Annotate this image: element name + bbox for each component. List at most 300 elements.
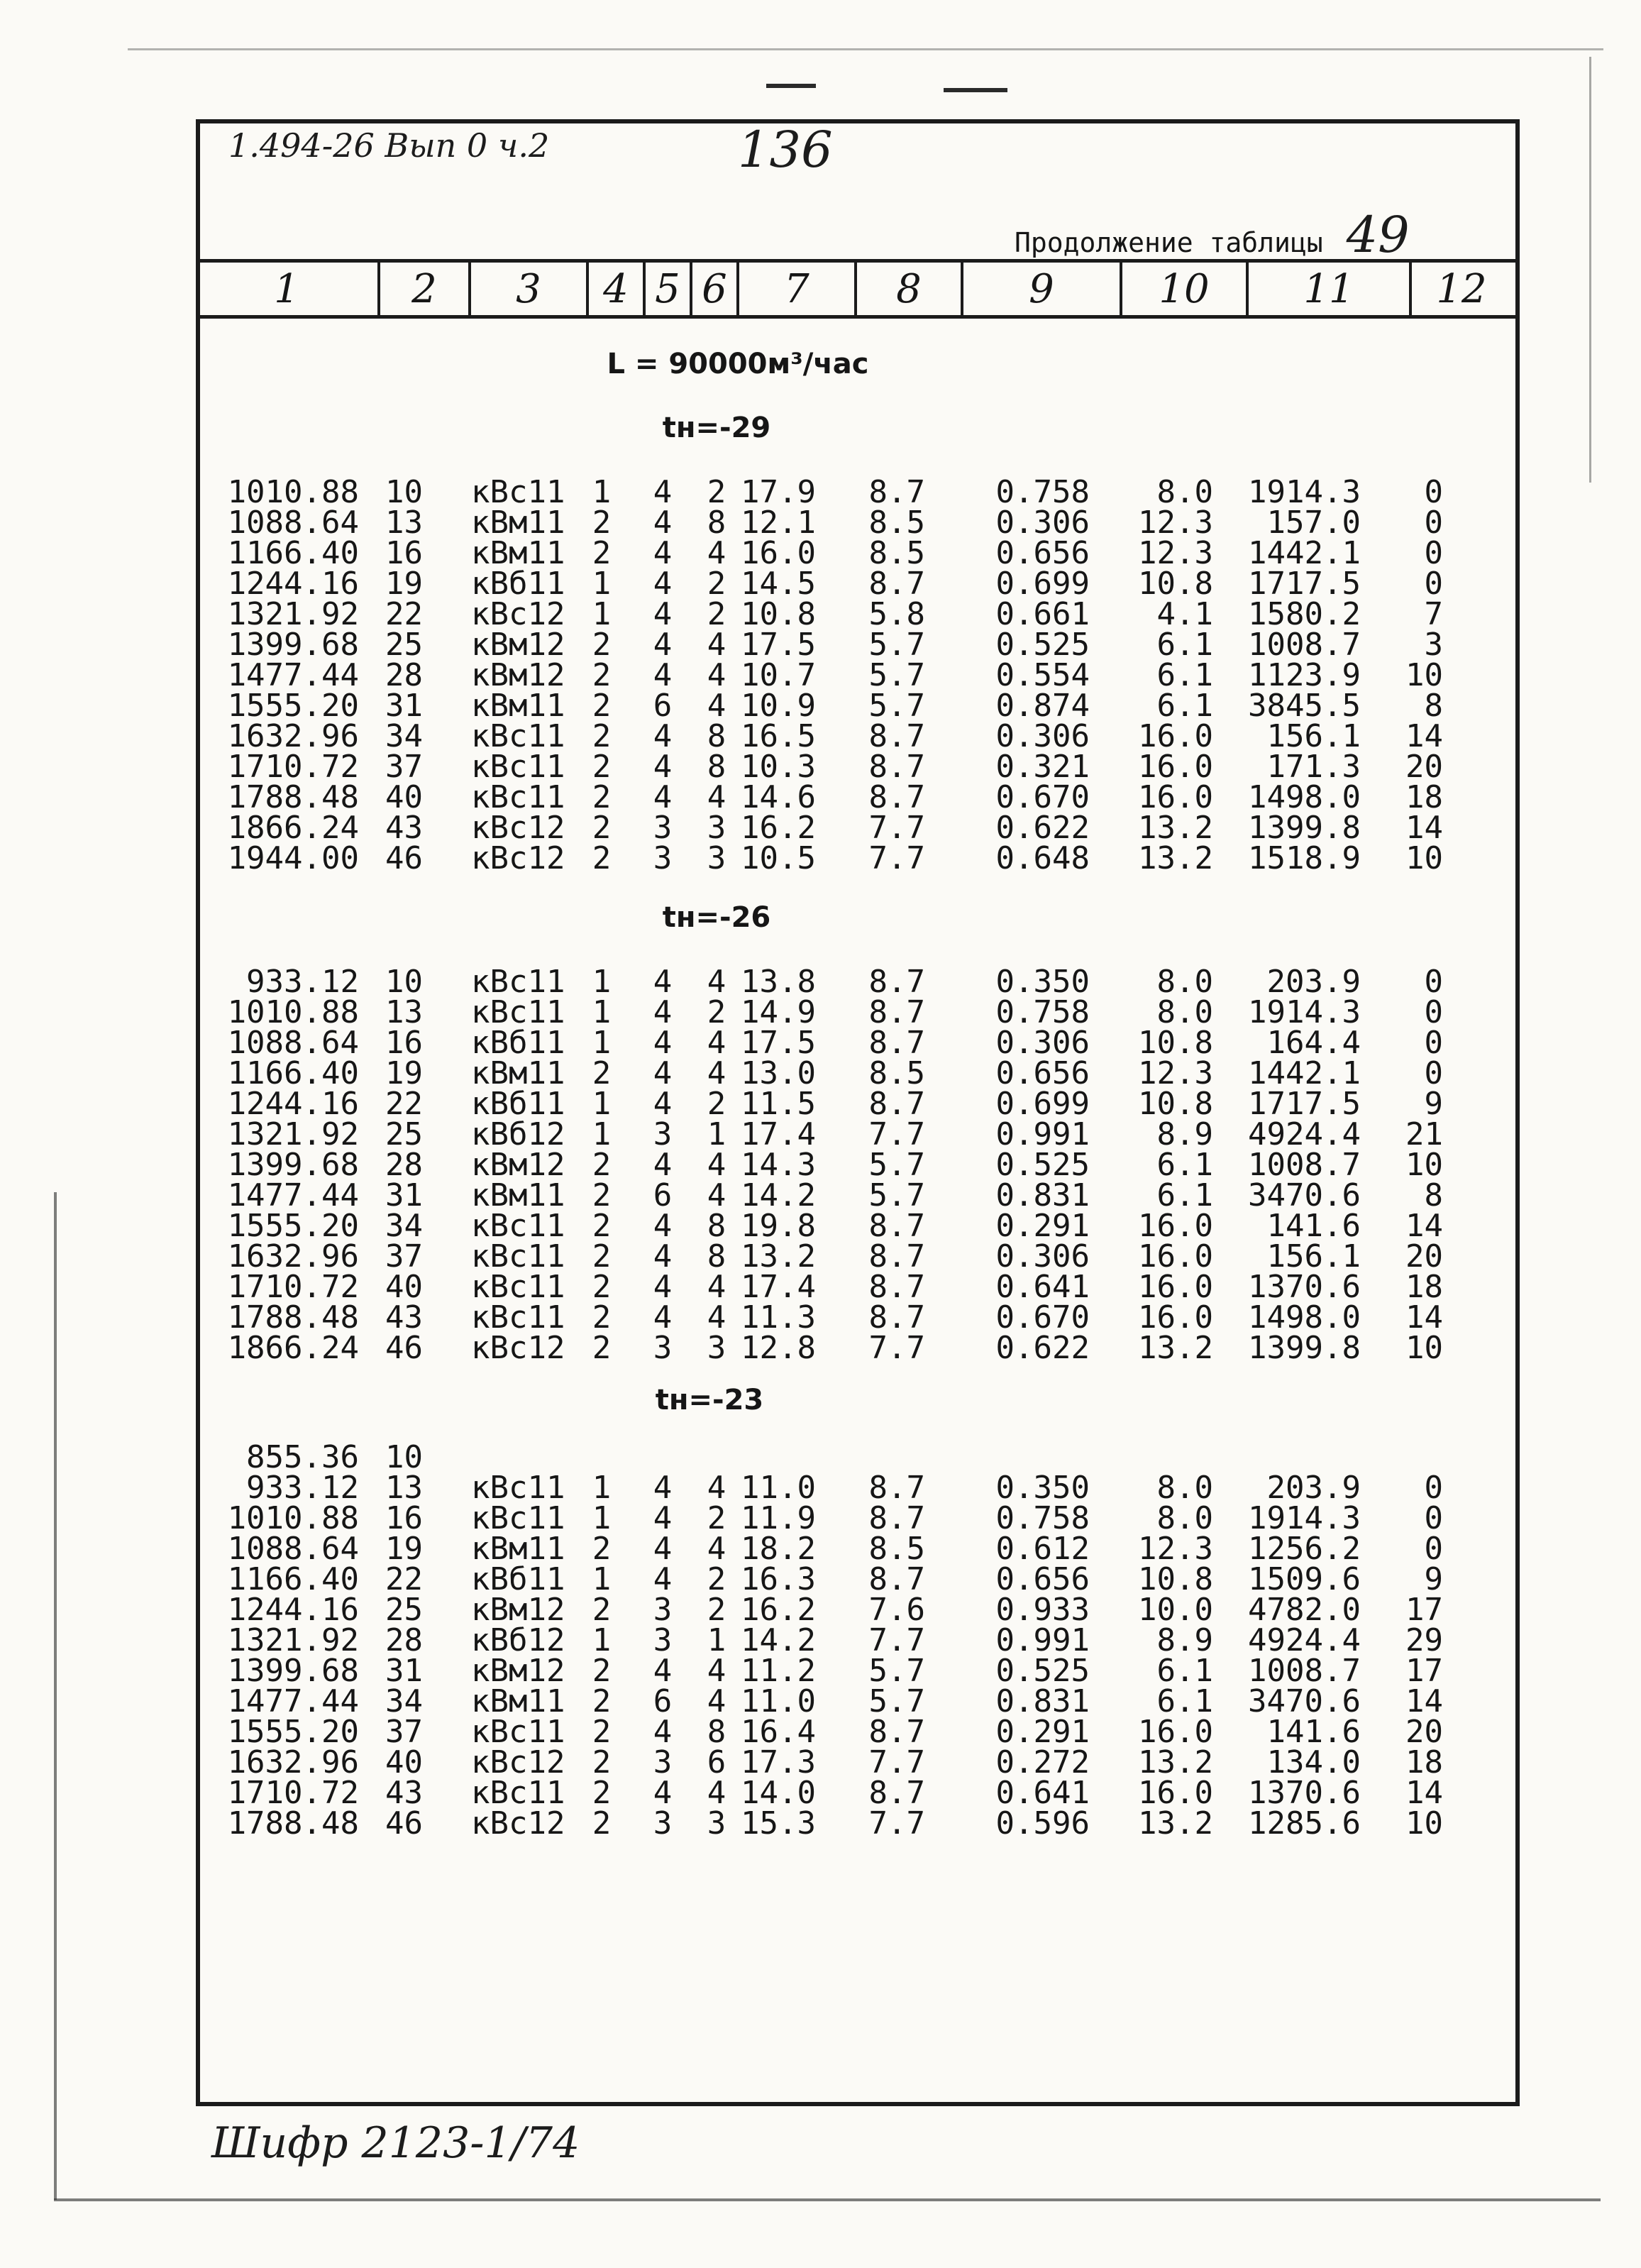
table-cell: 5.7: [868, 1683, 925, 1719]
table-cell: 4: [707, 1055, 726, 1091]
table-row: [0, 1055, 1641, 1091]
column-header: 5: [646, 263, 692, 315]
table-cell: 6.1: [1156, 1147, 1213, 1183]
table-cell: 31: [385, 1653, 423, 1689]
table-cell: кВс11: [471, 1299, 565, 1336]
table-cell: 8.7: [868, 779, 925, 815]
table-cell: 0.648: [995, 840, 1090, 876]
table-cell: 0: [1424, 1531, 1443, 1567]
table-cell: 1788.48: [227, 1299, 359, 1336]
table-cell: 1: [707, 1116, 726, 1152]
table-cell: 2: [592, 1744, 612, 1780]
table-cell: 4: [653, 994, 673, 1030]
page-number: 136: [738, 121, 833, 179]
table-cell: 14.2: [741, 1622, 816, 1658]
table-cell: 8.7: [868, 1714, 925, 1750]
table-cell: 7.7: [868, 1744, 925, 1780]
table-cell: 0.306: [995, 1025, 1090, 1061]
table-cell: 4: [653, 474, 673, 510]
table-cell: 0.622: [995, 810, 1090, 846]
table-row: [0, 1500, 1641, 1536]
table-row: [0, 1472, 1641, 1504]
table-cell: кВм11: [471, 1531, 565, 1567]
table-cell: 10: [385, 964, 423, 1000]
table-cell: 4: [653, 1775, 673, 1811]
table-cell: 10: [1405, 840, 1443, 876]
table-cell: 8.5: [868, 1531, 925, 1567]
table-cell: 1: [592, 1086, 612, 1122]
table-cell: 10.8: [1138, 1025, 1213, 1061]
table-cell: 1370.6: [1248, 1269, 1361, 1305]
table-cell: 10: [1405, 657, 1443, 693]
table-row: [0, 629, 1641, 661]
table-cell: 2: [707, 1561, 726, 1597]
table-cell: 12.8: [741, 1330, 816, 1366]
table-cell: 4: [653, 718, 673, 754]
table-cell: 8.7: [868, 1775, 925, 1811]
table-cell: 10: [1405, 1330, 1443, 1366]
table-cell: 1: [592, 1561, 612, 1597]
table-cell: 1: [592, 964, 612, 1000]
table-cell: 1088.64: [227, 505, 359, 541]
table-cell: 4: [653, 1470, 673, 1506]
table-cell: 8: [707, 505, 726, 541]
table-cell: 10.8: [741, 596, 816, 632]
table-row: [0, 1086, 1641, 1122]
table-cell: 13: [385, 505, 423, 541]
table-cell: 1166.40: [227, 1561, 359, 1597]
table-cell: 20: [1405, 1714, 1443, 1750]
table-cell: 4: [707, 779, 726, 815]
table-cell: 4: [653, 596, 673, 632]
table-cell: 17: [1405, 1592, 1443, 1628]
table-cell: кВм11: [471, 505, 565, 541]
table-cell: кВб11: [471, 1561, 565, 1597]
column-header-row: [196, 259, 1520, 319]
table-cell: 14.6: [741, 779, 816, 815]
table-cell: 2: [592, 1805, 612, 1842]
table-cell: 0.758: [995, 1500, 1090, 1536]
table-cell: 2: [592, 1714, 612, 1750]
table-cell: 3845.5: [1248, 688, 1361, 724]
table-cell: 8.7: [868, 474, 925, 510]
table-cell: 1: [592, 1622, 612, 1658]
table-cell: 4: [707, 1531, 726, 1567]
table-cell: кВм12: [471, 657, 565, 693]
section-label: tн=-26: [662, 901, 771, 934]
table-cell: 4: [653, 1714, 673, 1750]
table-cell: 0: [1424, 505, 1443, 541]
table-cell: кВм11: [471, 688, 565, 724]
table-cell: 40: [385, 1269, 423, 1305]
table-cell: 3: [707, 1330, 726, 1366]
table-cell: 0.350: [995, 964, 1090, 1000]
table-cell: 1710.72: [227, 749, 359, 785]
table-cell: 2: [592, 749, 612, 785]
table-cell: 8: [1424, 1177, 1443, 1213]
table-cell: 0.641: [995, 1775, 1090, 1811]
table-cell: 2: [707, 474, 726, 510]
table-cell: 13.0: [741, 1055, 816, 1091]
table-cell: 8.5: [868, 505, 925, 541]
table-cell: 25: [385, 1116, 423, 1152]
table-cell: 1580.2: [1248, 596, 1361, 632]
table-cell: 6.1: [1156, 657, 1213, 693]
table-cell: 2: [592, 657, 612, 693]
table-cell: 6: [653, 1177, 673, 1213]
table-cell: 1088.64: [227, 1025, 359, 1061]
table-cell: 0.321: [995, 749, 1090, 785]
table-cell: 4: [653, 1561, 673, 1597]
table-cell: 0.758: [995, 474, 1090, 510]
table-cell: 19: [385, 1531, 423, 1567]
table-cell: 1788.48: [227, 779, 359, 815]
table-cell: 18: [1405, 779, 1443, 815]
table-cell: 7.7: [868, 810, 925, 846]
table-cell: 2: [592, 1653, 612, 1689]
table-cell: 5.7: [868, 627, 925, 663]
column-header: 10: [1122, 263, 1249, 315]
table-cell: 16.0: [1138, 749, 1213, 785]
column-header: 11: [1249, 263, 1412, 315]
table-cell: 29: [1405, 1622, 1443, 1658]
table-cell: 4: [707, 1177, 726, 1213]
table-cell: 31: [385, 688, 423, 724]
table-cell: 5.7: [868, 688, 925, 724]
table-cell: 6: [707, 1744, 726, 1780]
table-cell: 156.1: [1266, 1238, 1361, 1275]
table-cell: 8.0: [1156, 994, 1213, 1030]
table-cell: 3: [653, 840, 673, 876]
table-cell: 10.7: [741, 657, 816, 693]
table-cell: 14.9: [741, 994, 816, 1030]
table-row: [0, 1208, 1641, 1244]
table-cell: 7.7: [868, 840, 925, 876]
table-cell: кВс11: [471, 1269, 565, 1305]
table-cell: 156.1: [1266, 718, 1361, 754]
column-header: 9: [963, 263, 1122, 315]
table-cell: кВм12: [471, 1147, 565, 1183]
table-row: [0, 1025, 1641, 1061]
table-row: [0, 596, 1641, 632]
table-cell: 14.3: [741, 1147, 816, 1183]
table-cell: 8.0: [1156, 474, 1213, 510]
table-cell: 8.7: [868, 1470, 925, 1506]
table-cell: 16: [385, 1025, 423, 1061]
table-cell: кВм11: [471, 1055, 565, 1091]
section-label: tн=-29: [662, 412, 771, 444]
table-cell: кВс11: [471, 964, 565, 1000]
table-cell: 12.3: [1138, 1055, 1213, 1091]
table-cell: 0.758: [995, 994, 1090, 1030]
table-cell: 16.0: [1138, 1238, 1213, 1275]
archive-code: 1.494-26 Вып 0 ч.2: [228, 126, 550, 165]
table-cell: 3: [707, 810, 726, 846]
table-cell: 13.2: [741, 1238, 816, 1275]
column-header: 8: [857, 263, 963, 315]
table-cell: 37: [385, 1238, 423, 1275]
table-cell: 16.2: [741, 1592, 816, 1628]
table-cell: 1088.64: [227, 1531, 359, 1567]
table-cell: 14: [1405, 1683, 1443, 1719]
table-cell: 0.699: [995, 1086, 1090, 1122]
right-scan-line: [1589, 57, 1591, 483]
table-cell: 4: [653, 1086, 673, 1122]
table-cell: 4: [707, 1299, 726, 1336]
table-row: [0, 1622, 1641, 1658]
table-cell: 16: [385, 535, 423, 571]
table-cell: 4: [707, 1470, 726, 1506]
table-cell: 43: [385, 810, 423, 846]
table-cell: кВм11: [471, 1683, 565, 1719]
table-cell: 0.554: [995, 657, 1090, 693]
top-scan-line: [128, 48, 1603, 50]
table-cell: кВб11: [471, 1025, 565, 1061]
table-cell: 46: [385, 840, 423, 876]
table-cell: 5.7: [868, 657, 925, 693]
table-cell: 1244.16: [227, 566, 359, 602]
table-cell: 16.4: [741, 1714, 816, 1750]
table-cell: 4: [653, 566, 673, 602]
table-cell: 9: [1424, 1561, 1443, 1597]
table-cell: 16.0: [741, 535, 816, 571]
table-cell: 46: [385, 1805, 423, 1842]
table-cell: 1399.68: [227, 1147, 359, 1183]
table-cell: 13.2: [1138, 810, 1213, 846]
table-cell: 1: [707, 1622, 726, 1658]
table-cell: 1914.3: [1248, 1500, 1361, 1536]
table-cell: 16.0: [1138, 1775, 1213, 1811]
table-cell: кВс11: [471, 1470, 565, 1506]
table-cell: 28: [385, 1147, 423, 1183]
flow-formula: L = 90000м³/час: [607, 348, 869, 380]
table-cell: 8.7: [868, 1208, 925, 1244]
table-cell: 0.874: [995, 688, 1090, 724]
table-cell: 2: [592, 535, 612, 571]
table-cell: 0.831: [995, 1177, 1090, 1213]
table-cell: 4782.0: [1248, 1592, 1361, 1628]
table-cell: 0.656: [995, 1561, 1090, 1597]
table-cell: 2: [592, 1775, 612, 1811]
table-cell: 1370.6: [1248, 1775, 1361, 1811]
table-cell: 3: [707, 1805, 726, 1842]
table-cell: 11.3: [741, 1299, 816, 1336]
table-cell: 1788.48: [227, 1805, 359, 1842]
table-cell: 2: [592, 1147, 612, 1183]
table-cell: 4: [653, 1269, 673, 1305]
table-cell: 4: [653, 627, 673, 663]
table-cell: кВм12: [471, 1653, 565, 1689]
table-cell: 2: [592, 1238, 612, 1275]
table-cell: 20: [1405, 1238, 1443, 1275]
table-cell: 3: [1424, 627, 1443, 663]
table-cell: 19: [385, 566, 423, 602]
table-cell: 1477.44: [227, 1683, 359, 1719]
table-cell: 3: [653, 1592, 673, 1628]
table-cell: 8.7: [868, 1299, 925, 1336]
table-cell: 0.933: [995, 1592, 1090, 1628]
table-cell: 8: [707, 1714, 726, 1750]
table-cell: 11.0: [741, 1683, 816, 1719]
table-cell: 3: [653, 1622, 673, 1658]
table-row: [0, 474, 1641, 510]
table-cell: 1285.6: [1248, 1805, 1361, 1842]
table-cell: 1477.44: [227, 657, 359, 693]
table-cell: 0.661: [995, 596, 1090, 632]
table-cell: 37: [385, 749, 423, 785]
table-cell: 28: [385, 1622, 423, 1658]
table-cell: 164.4: [1266, 1025, 1361, 1061]
table-cell: 0.991: [995, 1622, 1090, 1658]
table-cell: 2: [592, 1299, 612, 1336]
table-cell: 17.5: [741, 1025, 816, 1061]
continuation-caption: [1015, 206, 1410, 264]
table-cell: 10.8: [1138, 566, 1213, 602]
table-cell: 4: [707, 964, 726, 1000]
table-cell: 3470.6: [1248, 1683, 1361, 1719]
table-row: [0, 964, 1641, 1000]
table-cell: 4: [707, 688, 726, 724]
table-cell: кВб11: [471, 566, 565, 602]
table-cell: 1632.96: [227, 1238, 359, 1275]
table-row: [0, 535, 1641, 571]
table-cell: 10.3: [741, 749, 816, 785]
table-cell: 933.12: [246, 964, 359, 1000]
table-row: [0, 1269, 1641, 1305]
table-cell: 4: [707, 535, 726, 571]
table-cell: 1: [592, 1470, 612, 1506]
table-cell: 10.8: [1138, 1086, 1213, 1122]
table-cell: 0.622: [995, 1330, 1090, 1366]
table-cell: кВс11: [471, 1500, 565, 1536]
table-row: [0, 1775, 1641, 1811]
table-cell: 2: [592, 1269, 612, 1305]
table-cell: 25: [385, 1592, 423, 1628]
table-cell: 0.291: [995, 1714, 1090, 1750]
table-cell: 0.670: [995, 1299, 1090, 1336]
table-cell: 8.9: [1156, 1622, 1213, 1658]
table-cell: 8.7: [868, 1500, 925, 1536]
table-cell: 4: [653, 535, 673, 571]
table-cell: 1944.00: [227, 840, 359, 876]
table-cell: 1008.7: [1248, 1147, 1361, 1183]
table-cell: кВб12: [471, 1622, 565, 1658]
table-cell: 7: [1424, 596, 1443, 632]
table-cell: 0.596: [995, 1805, 1090, 1842]
table-row: [0, 1561, 1641, 1597]
table-cell: 0.656: [995, 535, 1090, 571]
table-cell: 11.9: [741, 1500, 816, 1536]
table-cell: 1914.3: [1248, 994, 1361, 1030]
table-cell: 15.3: [741, 1805, 816, 1842]
table-cell: 7.7: [868, 1622, 925, 1658]
table-cell: 13.8: [741, 964, 816, 1000]
table-cell: 9: [1424, 1086, 1443, 1122]
table-cell: 8.7: [868, 1025, 925, 1061]
table-cell: 12.1: [741, 505, 816, 541]
table-cell: 25: [385, 627, 423, 663]
table-cell: 3: [707, 840, 726, 876]
table-cell: 8: [707, 749, 726, 785]
table-cell: 1166.40: [227, 1055, 359, 1091]
table-cell: кВс11: [471, 1208, 565, 1244]
table-cell: 5.7: [868, 1653, 925, 1689]
table-cell: кВс12: [471, 1330, 565, 1366]
footer-code: Шифр 2123-1/74: [211, 2118, 580, 2168]
table-cell: 12.3: [1138, 505, 1213, 541]
table-cell: 4: [707, 657, 726, 693]
table-cell: кВс12: [471, 596, 565, 632]
table-cell: 1: [592, 1116, 612, 1152]
table-cell: 5.7: [868, 1147, 925, 1183]
table-cell: 1: [592, 566, 612, 602]
table-row: [0, 1592, 1641, 1628]
table-cell: 13.2: [1138, 1330, 1213, 1366]
table-cell: 4: [653, 1147, 673, 1183]
table-cell: 2: [592, 1055, 612, 1091]
table-cell: 1: [592, 474, 612, 510]
table-cell: кВс11: [471, 1775, 565, 1811]
table-row: [0, 1330, 1641, 1366]
table-cell: 22: [385, 596, 423, 632]
column-header: 1: [196, 263, 380, 315]
table-cell: 10: [1405, 1805, 1443, 1842]
table-cell: 0.525: [995, 1653, 1090, 1689]
table-cell: 0.306: [995, 505, 1090, 541]
table-cell: 16.2: [741, 810, 816, 846]
table-cell: 1123.9: [1248, 657, 1361, 693]
table-cell: 4: [653, 505, 673, 541]
table-cell: 0.272: [995, 1744, 1090, 1780]
table-cell: 22: [385, 1086, 423, 1122]
table-cell: 0.525: [995, 627, 1090, 663]
table-cell: 4: [653, 1500, 673, 1536]
table-cell: 8: [707, 718, 726, 754]
table-cell: 2: [592, 505, 612, 541]
table-cell: 3: [653, 1805, 673, 1842]
table-cell: 1321.92: [227, 1116, 359, 1152]
table-cell: 1498.0: [1248, 1299, 1361, 1336]
table-cell: 16: [385, 1500, 423, 1536]
table-cell: 2: [592, 1177, 612, 1213]
table-cell: 1866.24: [227, 1330, 359, 1366]
table-cell: 0: [1424, 1500, 1443, 1536]
table-cell: 40: [385, 1744, 423, 1780]
table-cell: 7.7: [868, 1805, 925, 1842]
table-cell: 2: [592, 779, 612, 815]
table-cell: 2: [592, 627, 612, 663]
column-header: 7: [739, 263, 857, 315]
table-cell: 13.2: [1138, 1744, 1213, 1780]
table-cell: 3: [653, 1116, 673, 1152]
table-cell: 1244.16: [227, 1086, 359, 1122]
table-cell: 16.5: [741, 718, 816, 754]
table-cell: 1244.16: [227, 1592, 359, 1628]
table-cell: кВм11: [471, 1177, 565, 1213]
table-cell: 1166.40: [227, 535, 359, 571]
table-cell: 17.5: [741, 627, 816, 663]
table-cell: кВс12: [471, 1805, 565, 1842]
table-cell: 17.4: [741, 1269, 816, 1305]
table-cell: 933.12: [246, 1470, 359, 1506]
table-cell: 31: [385, 1177, 423, 1213]
table-cell: 4.1: [1156, 596, 1213, 632]
table-cell: 0.670: [995, 779, 1090, 815]
top-dash-mark: [766, 84, 816, 88]
table-row: [0, 1439, 1641, 1475]
table-row: [0, 1299, 1641, 1336]
table-cell: 8.5: [868, 1055, 925, 1091]
